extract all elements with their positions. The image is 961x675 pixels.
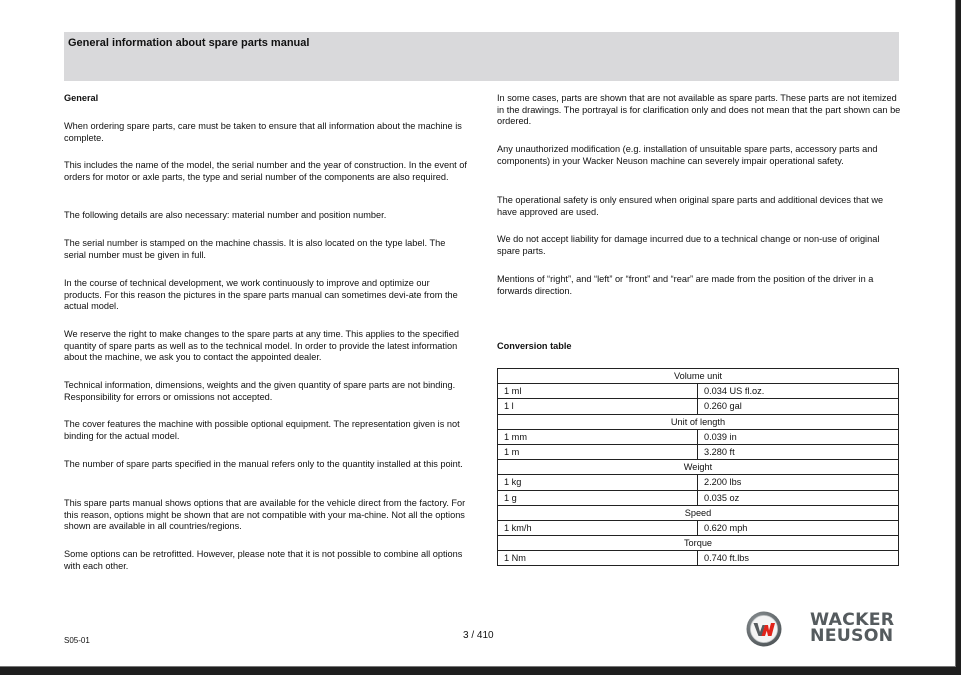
imperial-cell: 0.034 US fl.oz. <box>698 384 899 399</box>
metric-cell: 1 mm <box>498 429 698 444</box>
paragraph: Mentions of “right”, and “left” or “front” and “rear” are made from the position of the driver in a forwards direction. <box>497 274 874 296</box>
table-row <box>498 475 899 490</box>
metric-cell: 1 Nm <box>498 551 698 566</box>
group-label: Torque <box>498 536 899 551</box>
paragraph: This includes the name of the model, the serial number and the year of construction. In the event of orders for motor or axle parts, the type and serial number of the components are also required. <box>64 160 467 182</box>
paragraph: The cover features the machine with possible optional equipment. The representation given is not binding for the actual model. <box>64 419 460 441</box>
table-row <box>498 399 899 414</box>
paragraph: In the course of technical development, we work continuously to improve and optimize our products. For this reason the pictures in the spare parts manual can sometimes devi-ate from the actual model. <box>64 278 458 312</box>
paragraph: The number of spare parts specified in the manual refers only to the quantity installed at this point. <box>64 459 463 469</box>
metric-cell: 1 l <box>498 399 698 414</box>
page-title: General information about spare parts manual <box>68 37 310 49</box>
paragraph: When ordering spare parts, care must be taken to ensure that all information about the machine is complete. <box>64 121 462 143</box>
imperial-cell: 0.740 ft.lbs <box>698 551 899 566</box>
paragraph: This spare parts manual shows options that are available for the vehicle direct from the factory. For this reason, options might be shown that are not compatible with your ma-chine. Not all the options shown are available in all countries/regions. <box>64 498 466 532</box>
metric-cell: 1 ml <box>498 384 698 399</box>
group-label: Speed <box>498 505 899 520</box>
header-band <box>64 32 899 81</box>
paragraph: The operational safety is only ensured when original spare parts and additional devices that we have approved are used. <box>497 195 884 217</box>
table-group-row <box>498 460 899 475</box>
page-number: 3 / 410 <box>463 630 494 641</box>
paragraph: We do not accept liability for damage incurred due to a technical change or non-use of original spare parts. <box>497 234 880 256</box>
table-row <box>498 490 899 505</box>
table-row <box>498 444 899 459</box>
paragraph: The serial number is stamped on the machine chassis. It is also located on the type label. The serial number must be given in full. <box>64 238 446 260</box>
wacker-neuson-wordmark <box>810 612 893 644</box>
paragraph: Any unauthorized modification (e.g. installation of unsuitable spare parts, accessory parts and components) in your Wacker Neuson machine can severely impair operational safety. <box>497 144 878 166</box>
imperial-cell: 3.280 ft <box>698 444 899 459</box>
paragraph: In some cases, parts are shown that are not available as spare parts. These parts are not itemized in the drawings. The portrayal is for clarification only and does not mean that the part shown can be ordered. <box>497 93 901 127</box>
metric-cell: 1 km/h <box>498 520 698 535</box>
wacker-neuson-emblem-icon <box>746 611 782 647</box>
metric-cell: 1 m <box>498 444 698 459</box>
imperial-cell: 0.039 in <box>698 429 899 444</box>
table-group-row <box>498 369 899 384</box>
paragraph: Some options can be retrofitted. However, please note that it is not possible to combine all options with each other. <box>64 549 463 571</box>
metric-cell: 1 kg <box>498 475 698 490</box>
table-row <box>498 551 899 566</box>
section-heading-conversion-table: Conversion table <box>497 341 572 351</box>
group-label: Unit of length <box>498 414 899 429</box>
document-code: S05-01 <box>64 636 90 645</box>
conversion-table <box>497 368 899 566</box>
section-heading-general: General <box>64 93 99 103</box>
paragraph: Technical information, dimensions, weights and the given quantity of spare parts are not binding. Responsibility for errors or omissions not accepted. <box>64 380 456 402</box>
table-group-row <box>498 536 899 551</box>
table-group-row <box>498 505 899 520</box>
paragraph: We reserve the right to make changes to the spare parts at any time. This applies to the specified quantity of spare parts as well as to the technical model. In order to provide the latest information about the machine, we ask you to contact the appointed dealer. <box>64 329 459 363</box>
logo-line-1: WACKER <box>810 610 895 630</box>
logo-line-2: NEUSON <box>810 626 894 646</box>
imperial-cell: 0.620 mph <box>698 520 899 535</box>
metric-cell: 1 g <box>498 490 698 505</box>
paragraph: The following details are also necessary: material number and position number. <box>64 210 387 220</box>
table-row <box>498 384 899 399</box>
table-row <box>498 520 899 535</box>
table-group-row <box>498 414 899 429</box>
imperial-cell: 0.260 gal <box>698 399 899 414</box>
table-row <box>498 429 899 444</box>
imperial-cell: 2.200 lbs <box>698 475 899 490</box>
group-label: Weight <box>498 460 899 475</box>
group-label: Volume unit <box>498 369 899 384</box>
imperial-cell: 0.035 oz <box>698 490 899 505</box>
